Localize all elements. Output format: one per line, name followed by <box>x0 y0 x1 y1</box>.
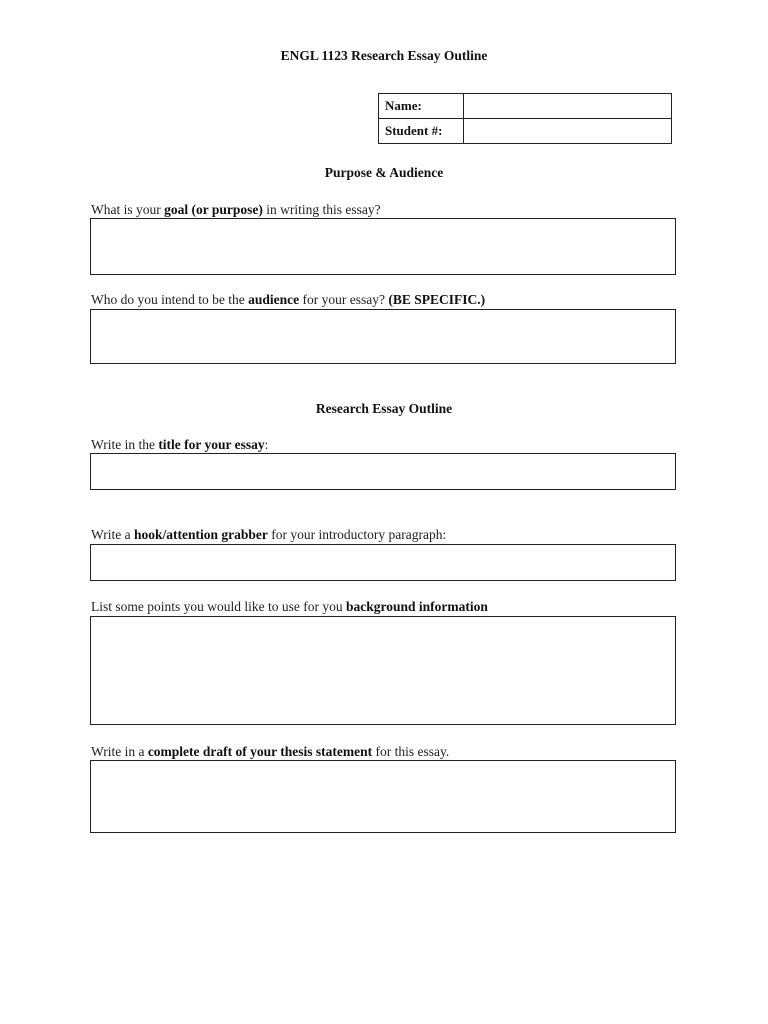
audience-question-bold2: (BE SPECIFIC.) <box>388 292 486 307</box>
goal-question-pre: What is your <box>91 202 165 217</box>
hook-answer-box <box>90 544 676 581</box>
goal-question-post: in writing this essay? <box>262 202 381 217</box>
thesis-answer-field[interactable] <box>91 761 675 832</box>
student-number-row <box>379 119 672 144</box>
audience-question-bold: audience <box>248 292 300 307</box>
title-question-pre: Write in the <box>91 437 159 452</box>
student-info-table <box>378 93 672 144</box>
purpose-audience-heading: Purpose & Audience <box>324 165 444 180</box>
thesis-answer-box <box>90 760 676 833</box>
background-answer-field[interactable] <box>91 617 675 724</box>
background-question-bold: background information <box>345 599 488 614</box>
hook-question-bold: hook/attention grabber <box>133 527 268 542</box>
goal-answer-box <box>90 218 676 275</box>
title-question-bold: title for your essay <box>158 437 265 452</box>
document-title: ENGL 1123 Research Essay Outline <box>280 48 488 63</box>
hook-question-pre: Write a <box>91 527 134 542</box>
goal-question <box>91 202 691 218</box>
hook-answer-field[interactable] <box>91 545 675 580</box>
background-question-pre: List some points you would like to use for you <box>91 599 346 614</box>
thesis-question-bold: complete draft of your thesis statement <box>147 744 373 759</box>
hook-question <box>91 527 691 543</box>
audience-question-pre: Who do you intend to be the <box>91 292 249 307</box>
goal-question-bold: goal (or purpose) <box>164 202 263 217</box>
audience-question-post: for your essay? <box>299 292 389 307</box>
thesis-question-pre: Write in a <box>91 744 148 759</box>
background-question <box>91 599 691 615</box>
audience-question <box>91 292 691 308</box>
audience-answer-box <box>90 309 676 364</box>
student-number-cell <box>464 119 672 144</box>
student-number-label: Student #: <box>379 119 464 144</box>
title-question <box>91 437 691 453</box>
goal-answer-field[interactable] <box>91 219 675 274</box>
thesis-question-post: for this essay. <box>372 744 450 759</box>
hook-question-post: for your introductory paragraph: <box>267 527 447 542</box>
thesis-question <box>91 744 691 760</box>
title-question-post: : <box>264 437 269 452</box>
name-label: Name: <box>379 94 464 119</box>
title-answer-field[interactable] <box>91 454 675 489</box>
student-number-field[interactable] <box>470 120 665 142</box>
name-field[interactable] <box>470 95 665 117</box>
research-essay-outline-heading: Research Essay Outline <box>315 401 453 416</box>
name-cell <box>464 94 672 119</box>
name-row <box>379 94 672 119</box>
background-answer-box <box>90 616 676 725</box>
title-answer-box <box>90 453 676 490</box>
audience-answer-field[interactable] <box>91 310 675 363</box>
